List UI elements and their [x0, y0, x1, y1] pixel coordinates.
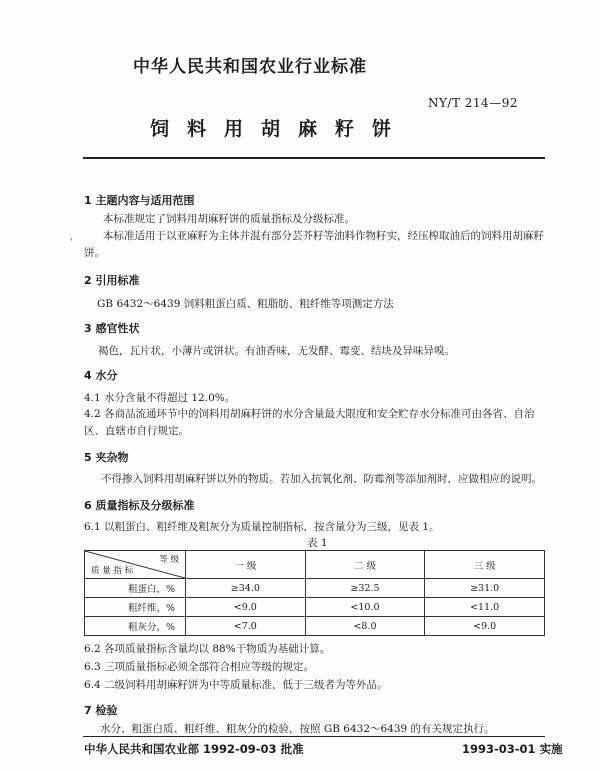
section-2-heading: 2 引用标准	[84, 274, 140, 287]
section-3-heading: 3 感官性状	[84, 322, 140, 335]
section-6-para-2: 6.2 各项质量指标含量均以 88%干物质为基础计算。	[84, 643, 331, 655]
section-4-heading: 4 水分	[84, 369, 118, 382]
table-caption: 表 1	[307, 537, 328, 549]
document-title: 饲料用胡麻籽饼	[150, 118, 410, 140]
row-label: 粗蛋白，%	[85, 579, 186, 598]
effective-date: 1993-03-01 实施	[462, 742, 563, 756]
table-col-header: 二 级	[305, 551, 425, 579]
table-header-row	[85, 551, 545, 579]
table-cell: ≥32.5	[305, 579, 425, 598]
table-cell: <8.0	[305, 617, 425, 636]
header-rule	[83, 157, 545, 159]
approval-date: 中华人民共和国农业部 1992-09-03 批准	[84, 742, 304, 756]
table-row	[85, 598, 545, 617]
section-7-heading: 7 检验	[84, 704, 118, 717]
row-label: 粗灰分，%	[85, 617, 186, 636]
table-cell: <9.0	[425, 617, 545, 636]
table-cell: <7.0	[186, 617, 306, 636]
table-cell: <9.0	[186, 598, 306, 617]
section-1-para-1: 本标准规定了饲料用胡麻籽饼的质量指标及分级标准。	[103, 213, 355, 225]
quality-table	[84, 550, 545, 636]
section-1-heading: 1 主题内容与适用范围	[84, 194, 195, 207]
table-col-header: 一 级	[186, 551, 306, 579]
table-cell: <10.0	[305, 598, 425, 617]
table-row	[85, 617, 545, 636]
table-corner-cell	[85, 551, 186, 579]
section-6-para-1: 6.1 以粗蛋白、粗纤维及粗灰分为质量控制指标，按含量分为三级，见表 1。	[84, 521, 440, 533]
section-4-para-2-cont: 区、直辖市自行规定。	[84, 425, 189, 437]
section-3-para-1: 褐色，瓦片状，小薄片或饼状。有油香味，无发酵、霉变、结块及异味异嗅。	[98, 345, 455, 357]
table-cell: ≥34.0	[186, 579, 306, 598]
section-1-para-2: 本标准适用于以亚麻籽为主体并混有部分芸芥籽等油料作物籽实，经压榨取油后的饲料用胡麻籽	[103, 230, 544, 242]
table-row	[85, 579, 545, 598]
table-cell: <11.0	[425, 598, 545, 617]
corner-grade-label: 等 级	[159, 555, 179, 565]
section-5-para-1: 不得掺入饲料用胡麻籽饼以外的物质。若加入抗氧化剂、防霉剂等添加剂时，应做相应的说明。	[101, 473, 542, 485]
section-4-para-2: 4.2 各商品流通环节中的饲料用胡麻籽饼的水分含量最大限度和安全贮存水分标准可由各省、自治	[84, 408, 535, 420]
section-1-para-2-cont: 饼。	[84, 247, 105, 259]
standard-number: NY/T 214—92	[428, 96, 518, 110]
section-6-heading: 6 质量指标及分级标准	[84, 499, 195, 512]
table-col-header: 三 级	[425, 551, 545, 579]
section-6-para-3: 6.3 三项质量指标必须全部符合相应等级的规定。	[84, 661, 315, 673]
section-5-heading: 5 夹杂物	[84, 451, 129, 464]
section-2-para-1: GB 6432～6439 饲料粗蛋白质、粗脂肪、粗纤维等项测定方法	[97, 298, 394, 310]
section-6-para-4: 6.4 二级饲料用胡麻籽饼为中等质量标准，低于三级者为等外品。	[84, 679, 388, 691]
table-cell: ≥31.0	[425, 579, 545, 598]
margin-mark: '	[70, 238, 73, 248]
row-label: 粗纤维，%	[85, 598, 186, 617]
section-4-para-1: 4.1 水分含量不得超过 12.0%。	[84, 392, 236, 404]
section-7-para-1: 水分、粗蛋白质、粗纤维、粗灰分的检验，按照 GB 6432～6439 的有关规定执行。	[100, 723, 495, 735]
corner-index-label: 质 量 指 标	[91, 566, 134, 576]
footer-rule	[83, 736, 545, 737]
issuing-body: 中华人民共和国农业行业标准	[133, 57, 367, 77]
